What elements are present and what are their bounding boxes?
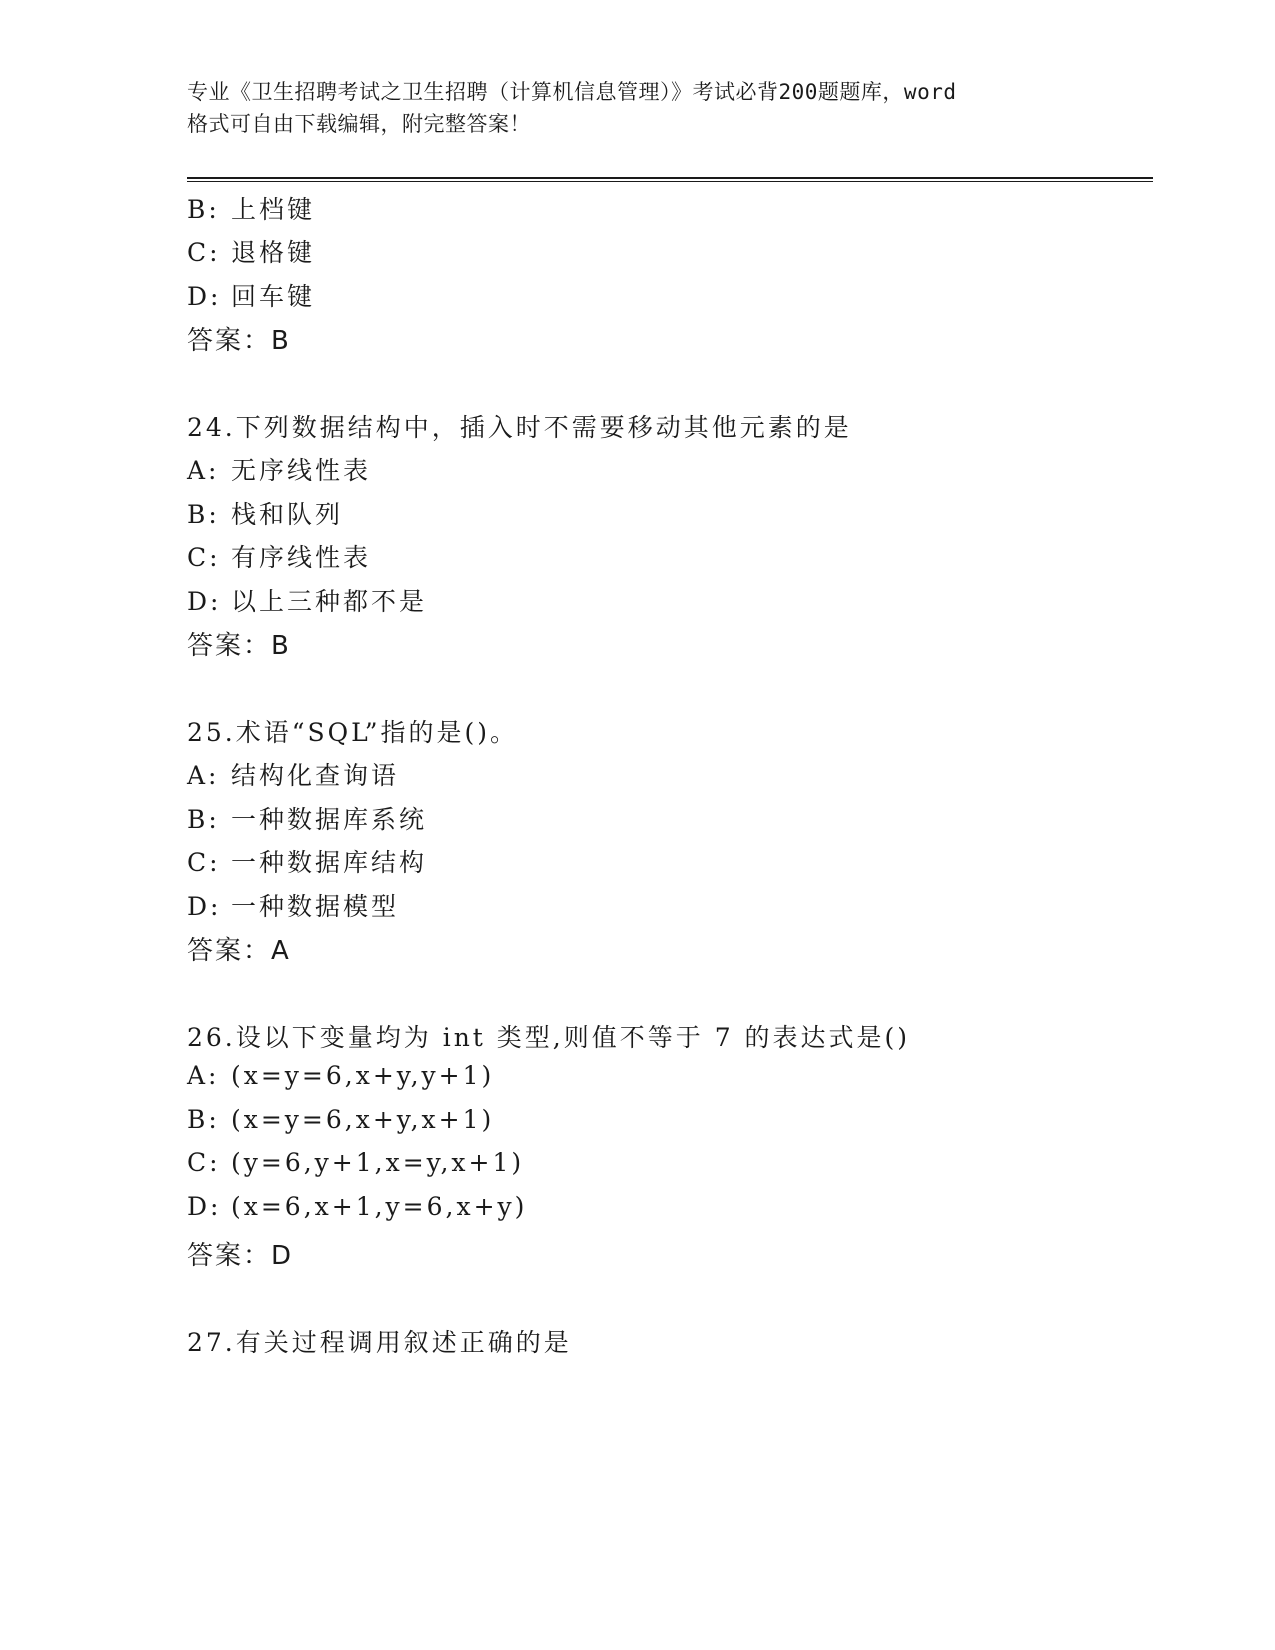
option-text: 无序线性表: [231, 456, 372, 485]
q25-option-b: [187, 800, 427, 836]
option-label: D:: [187, 587, 222, 616]
q26-option-d: [187, 1192, 527, 1221]
option-text: (x=y=6,x+y,y+1): [231, 1061, 495, 1090]
q24-stem: 24.下列数据结构中，插入时不需要移动其他元素的是: [187, 413, 852, 442]
q26-stem: 26.设以下变量均为 int 类型,则值不等于 7 的表达式是(): [187, 1023, 911, 1052]
document-header: [187, 76, 1087, 140]
q26-answer: 答案：D: [187, 1241, 294, 1271]
option-label: C:: [187, 1148, 221, 1177]
option-label: A:: [187, 761, 220, 790]
q25-option-a: [187, 756, 399, 792]
q23-option-b: [187, 190, 315, 226]
option-text: 栈和队列: [231, 500, 344, 529]
q27-stem: 27.有关过程调用叙述正确的是: [187, 1328, 572, 1357]
option-text: (x=6,x+1,y=6,x+y): [231, 1192, 528, 1221]
option-text: 退格键: [231, 238, 316, 267]
option-label: C:: [187, 848, 221, 877]
option-text: 上档键: [231, 195, 316, 224]
option-label: A:: [187, 1061, 220, 1090]
option-label: C:: [187, 238, 221, 267]
q24-option-d: [187, 582, 427, 618]
q26-option-a: [187, 1061, 494, 1090]
option-text: (x=y=6,x+y,x+1): [231, 1105, 495, 1134]
header-divider: [187, 177, 1153, 182]
option-text: 结构化查询语: [231, 761, 400, 790]
q25-answer: 答案：A: [187, 936, 291, 966]
header-title-line-2: 格式可自由下载编辑，附完整答案！: [187, 112, 531, 136]
q23-answer: 答案：B: [187, 326, 291, 356]
header-title-line-1: 专业《卫生招聘考试之卫生招聘（计算机信息管理）》考试必背200题题库，word: [187, 80, 957, 104]
option-label: A:: [187, 456, 220, 485]
q23-option-d: [187, 277, 315, 313]
option-label: B:: [187, 195, 220, 224]
option-label: C:: [187, 543, 221, 572]
option-text: 一种数据库系统: [231, 805, 428, 834]
q24-answer: 答案：B: [187, 631, 291, 661]
option-text: 一种数据模型: [231, 892, 400, 921]
option-text: 一种数据库结构: [231, 848, 428, 877]
q24-option-c: [187, 538, 371, 574]
q25-option-d: [187, 887, 399, 923]
q24-option-b: [187, 495, 343, 531]
q24-option-a: [187, 451, 371, 487]
option-label: B:: [187, 1105, 220, 1134]
q25-stem: 25.术语“SQL”指的是()。: [187, 718, 519, 747]
option-text: 回车键: [231, 282, 316, 311]
option-label: B:: [187, 500, 220, 529]
option-label: B:: [187, 805, 220, 834]
q26-option-c: [187, 1148, 524, 1177]
q25-option-c: [187, 843, 427, 879]
option-text: (y=6,y+1,x=y,x+1): [231, 1148, 525, 1177]
option-text: 有序线性表: [231, 543, 372, 572]
option-label: D:: [187, 1192, 222, 1221]
option-label: D:: [187, 892, 222, 921]
q23-option-c: [187, 233, 315, 269]
option-text: 以上三种都不是: [231, 587, 428, 616]
q26-option-b: [187, 1105, 494, 1134]
option-label: D:: [187, 282, 222, 311]
